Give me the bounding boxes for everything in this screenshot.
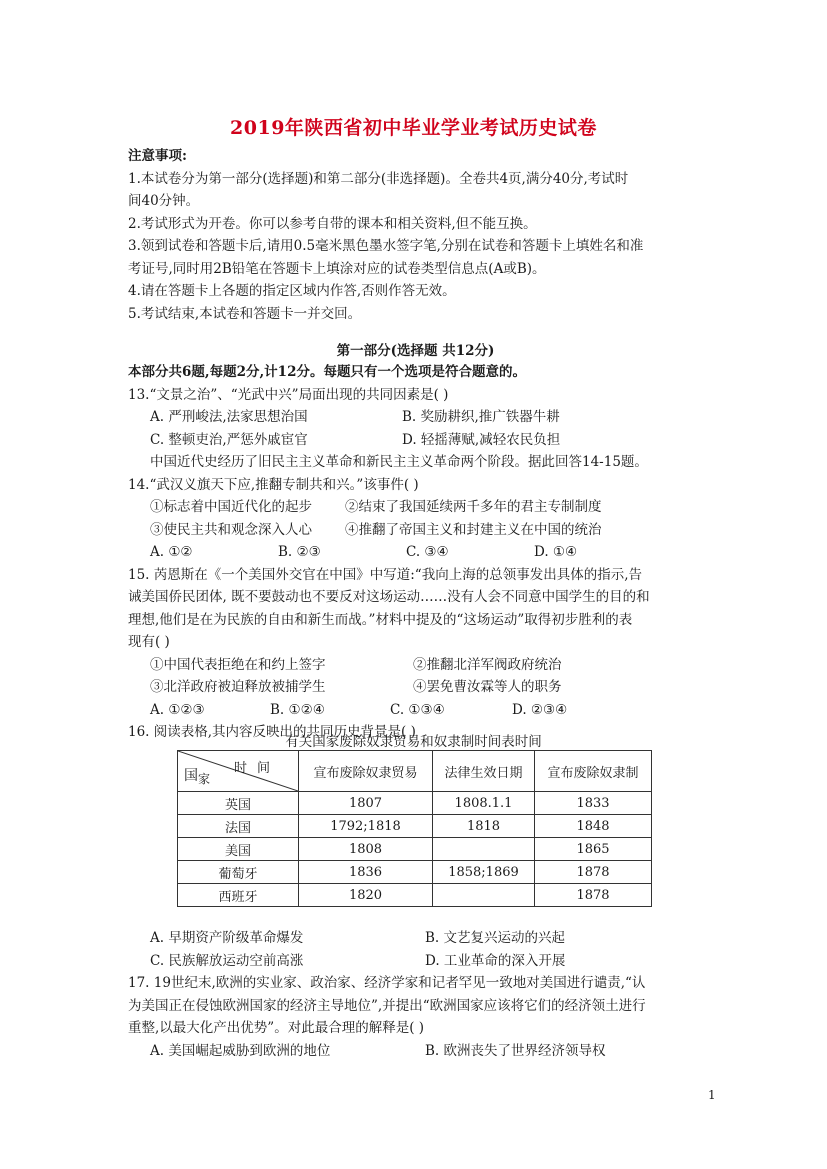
table-cell: 1865 xyxy=(535,838,652,861)
notes-line: 间40分钟。 xyxy=(128,193,200,209)
q15-option-d: D. ②③④ xyxy=(512,701,568,718)
q13-option-d: D. 轻摇薄赋,减轻农民负担 xyxy=(402,431,561,448)
part1-heading: 第一部分(选择题 共12分) xyxy=(336,343,495,359)
table-cell: 西班牙 xyxy=(178,884,299,907)
q14-items-row xyxy=(128,496,703,519)
q13-option-c: C. 整顿吏治,严惩外戚宦官 xyxy=(150,431,308,448)
notes-heading: 注意事项: xyxy=(128,148,187,164)
q17-options-row xyxy=(128,1040,703,1063)
notes-line: 1.本试卷分为第一部分(选择题)和第二部分(非选择题)。全卷共4页,满分40分,考试时 xyxy=(128,170,629,187)
q13-options-row xyxy=(128,406,703,429)
q16-stem: 16. 阅读表格,其内容反映出的共同历史背景是( ) xyxy=(128,724,416,740)
q14-items-row xyxy=(128,519,703,542)
q14-stem: 14.“武汉义旗天下应,推翻专制共和兴。”该事件( ) xyxy=(128,476,419,493)
table-cell xyxy=(433,838,535,861)
q16-options-row xyxy=(128,950,703,973)
notes-line: 考证号,同时用2B铅笔在答题卡上填涂对应的试卷类型信息点(A或B)。 xyxy=(128,260,546,277)
q16-option-c: C. 民族解放运动空前高涨 xyxy=(150,952,304,969)
table-cell: 1808 xyxy=(299,838,433,861)
q15-item-3: ③北洋政府被迫释放被捕学生 xyxy=(150,679,326,695)
q13-stem: 13.“文景之治”、“光武中兴”局面出现的共同因素是( ) xyxy=(128,386,449,403)
notes-line: 2.考试形式为开卷。你可以参考自带的课本和相关资料,但不能互换。 xyxy=(128,215,537,232)
q16-option-d: D. 工业革命的深入开展 xyxy=(425,952,566,969)
table-cell: 美国 xyxy=(178,838,299,861)
q14-option-a: A. ①② xyxy=(150,544,193,560)
q14-item-4: ④推翻了帝国主义和封建主义在中国的统治 xyxy=(345,521,602,538)
context-14-15: 中国近代史经历了旧民主主义革命和新民主主义革命两个阶段。据此回答14-15题。 xyxy=(150,454,648,470)
header-country-sub: 家 xyxy=(198,772,211,786)
notes-line: 5.考试结束,本试卷和答题卡一并交回。 xyxy=(128,305,362,322)
table-corner-header xyxy=(178,751,299,792)
table-cell: 1833 xyxy=(535,792,652,815)
table-row xyxy=(178,792,652,815)
q15-option-c: C. ①③④ xyxy=(390,701,445,718)
q15-line: 诫美国侨民团体, 既不要鼓动也不要反对这场运动……没有人会不同意中国学生的目的和 xyxy=(128,589,650,605)
q15-item-2: ②推翻北洋军阀政府统治 xyxy=(413,656,562,673)
abolition-table xyxy=(177,750,652,907)
q15-items-row xyxy=(128,676,703,699)
table-cell: 1858;1869 xyxy=(433,861,535,884)
part1-heading-wrap xyxy=(128,340,703,363)
header-country-main: 国 xyxy=(184,768,198,784)
table-row xyxy=(178,861,652,884)
table-row xyxy=(178,884,652,907)
table-cell: 1878 xyxy=(535,861,652,884)
table-cell: 1808.1.1 xyxy=(433,792,535,815)
q16-option-a: A. 早期资产阶级革命爆发 xyxy=(150,930,304,946)
table-cell: 1792;1818 xyxy=(299,815,433,838)
q14-item-1: ①标志着中国近代化的起步 xyxy=(150,499,312,515)
table-header-row xyxy=(178,751,652,792)
q14-options-row xyxy=(128,541,703,564)
table-cell: 1818 xyxy=(433,815,535,838)
q14-item-2: ②结束了我国延续两千多年的君主专制制度 xyxy=(345,499,602,515)
page-number: 1 xyxy=(708,1088,716,1102)
q17-line: 重整,以最大化产出优势”。对此最合理的解释是( ) xyxy=(128,1020,425,1036)
q14-item-3: ③使民主共和观念深入人心 xyxy=(150,521,312,538)
q14-option-b: B. ②③ xyxy=(278,544,321,560)
table-cell: 1820 xyxy=(299,884,433,907)
q15-line: 理想,他们是在为民族的自由和新生而战。”材料中提及的“这场运动”取得初步胜利的表 xyxy=(128,611,633,628)
header-country xyxy=(184,765,210,787)
q15-line: 15. 芮恩斯在《一个美国外交官在中国》中写道:“我向上海的总领事发出具体的指示,告 xyxy=(128,566,643,583)
q15-item-1: ①中国代表拒绝在和约上签字 xyxy=(150,656,326,673)
q14-option-c: C. ③④ xyxy=(406,544,449,560)
table-cell: 葡萄牙 xyxy=(178,861,299,884)
table-cell: 英国 xyxy=(178,792,299,815)
notes-line: 3.领到试卷和答题卡后,请用0.5毫米黑色墨水签字笔,分别在试卷和答题卡上填姓名和准 xyxy=(128,238,644,254)
table-cell: 法国 xyxy=(178,815,299,838)
q16-17-section xyxy=(128,927,703,1062)
table-cell: 1807 xyxy=(299,792,433,815)
page-title: 2019年陕西省初中毕业学业考试历史试卷 xyxy=(230,117,597,139)
notes-line: 4.请在答题卡上各题的指定区域内作答,否则作答无效。 xyxy=(128,283,456,299)
q13-option-a: A. 严刑峻法,法家思想治国 xyxy=(150,409,308,425)
q15-option-a: A. ①②③ xyxy=(150,701,205,718)
questions-section xyxy=(128,361,703,744)
header-time: 时间 xyxy=(233,761,280,776)
q15-item-4: ④罢免曹汝霖等人的职务 xyxy=(413,679,562,695)
q17-line: 17. 19世纪末,欧洲的实业家、政治家、经济学家和记者罕见一致地对美国进行谴责,“认 xyxy=(128,975,646,991)
part1-instruction: 本部分共6题,每题2分,计12分。每题只有一个选项是符合题意的。 xyxy=(128,364,526,380)
q14-option-d: D. ①④ xyxy=(534,544,578,560)
q13-option-b: B. 奖励耕织,推广铁器牛耕 xyxy=(402,409,560,425)
notes-section xyxy=(128,145,703,325)
q16-option-b: B. 文艺复兴运动的兴起 xyxy=(425,930,566,946)
table-row xyxy=(178,815,652,838)
q17-option-a: A. 美国崛起威胁到欧洲的地位 xyxy=(150,1042,331,1059)
q15-line: 现有( ) xyxy=(128,634,170,650)
q15-option-b: B. ①②④ xyxy=(270,701,325,718)
table-cell: 1836 xyxy=(299,861,433,884)
table-col-header: 宣布废除奴隶贸易 xyxy=(299,751,433,792)
q16-options-row xyxy=(128,927,703,950)
table-row xyxy=(178,838,652,861)
q17-option-b: B. 欧洲丧失了世界经济领导权 xyxy=(425,1042,606,1059)
table-cell xyxy=(433,884,535,907)
table-col-header: 法律生效日期 xyxy=(433,751,535,792)
q13-options-row xyxy=(128,429,703,452)
table-col-header: 宣布废除奴隶制 xyxy=(535,751,652,792)
q15-items-row xyxy=(128,654,703,677)
table-cell: 1878 xyxy=(535,884,652,907)
q17-line: 为美国正在侵蚀欧洲国家的经济主导地位”,并提出“欧洲国家应该将它们的经济领土进行 xyxy=(128,997,646,1014)
table-caption: 有关国家废除奴隶贸易和奴隶制时间表时间 xyxy=(285,734,542,750)
table-cell: 1848 xyxy=(535,815,652,838)
q15-options-row xyxy=(128,699,703,722)
